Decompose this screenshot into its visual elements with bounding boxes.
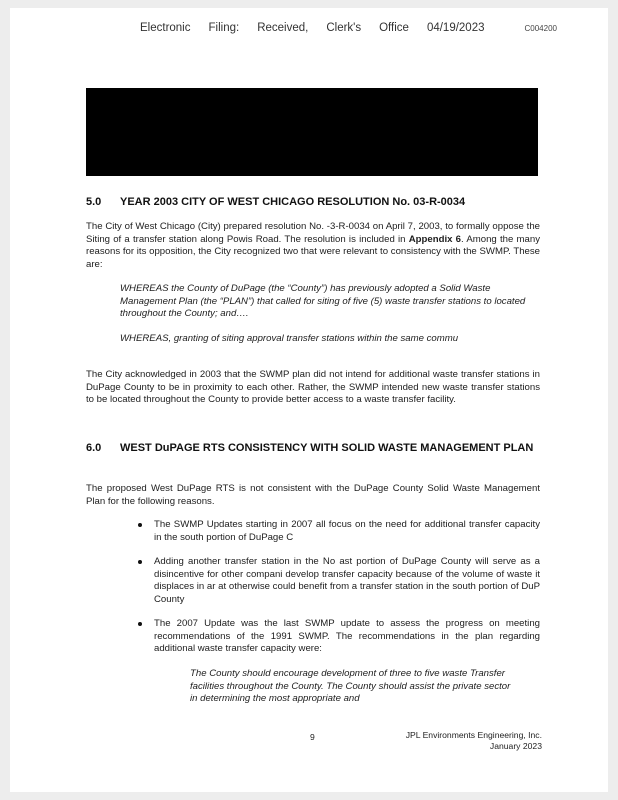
stamp-clerks: Clerk's (326, 22, 362, 34)
filing-stamp (140, 22, 588, 34)
bullet-item-2: Adding another transfer station in the No ast portion of DuPage County will serve as a disincentive for other compani develop transfer capacity because of the volume of waste it displaces in ar at otherwise could benefit from a transfer station in the south portion of DuP County (154, 556, 540, 605)
redaction-block (86, 88, 538, 176)
section-6-heading (86, 442, 546, 456)
section-6-number: 6.0 (86, 442, 102, 454)
bullet-marker (138, 622, 142, 626)
document-page (10, 8, 608, 792)
section-5-heading (86, 196, 546, 208)
para1-text-a: The City of West Chicago (City) prepared resolution No. -3-R-0034 on April 7, 2003, to formally oppose the Siting of a transfer station along Powis Road. The resolution is included in (86, 221, 540, 245)
stamp-filing: Filing: (208, 22, 240, 34)
appendix-reference: Appendix 6 (408, 233, 461, 245)
document-code: C004200 (524, 24, 557, 33)
page-number: 9 (310, 732, 315, 742)
section-6-title: WEST DuPAGE RTS CONSISTENCY WITH SOLID WASTE MANAGEMENT PLAN (120, 442, 534, 454)
section-5-paragraph-1 (86, 221, 540, 271)
whereas-quote-1: WHEREAS the County of DuPage (the “County”) has previously adopted a Solid Waste Management Plan (the “PLAN”) that called for siting of five (5) waste transfer stations to located throughout the County; and…. (120, 283, 526, 320)
section-5-number: 5.0 (86, 196, 102, 208)
bullet-marker (138, 560, 142, 564)
bullet-item-1: The SWMP Updates starting in 2007 all focus on the need for additional transfer capacity in the south portion of DuPage C (154, 519, 540, 543)
footer-company (400, 730, 542, 752)
company-name: JPL Environments Engineering, Inc. (405, 730, 542, 740)
stamp-electronic: Electronic (140, 22, 191, 34)
section-5-title: YEAR 2003 CITY OF WEST CHICAGO RESOLUTION No. 03-R-0034 (120, 196, 466, 208)
bullet-marker (138, 523, 142, 527)
bullet-item-3: The 2007 Update was the last SWMP update to assess the progress on meeting recommendations of the 1991 SWMP. The recommendations in the plan regarding additional waste transfer capacity were: (154, 618, 540, 655)
whereas-quote-2: WHEREAS, granting of siting approval transfer stations within the same commu (120, 333, 459, 344)
footer-date: January 2023 (489, 741, 542, 751)
section-5-paragraph-2: The City acknowledged in 2003 that the SWMP plan did not intend for additional waste transfer stations in DuPage County to be in proximity to each other. Rather, the SWMP intended new waste transfer stations to be located throughout the County to provide better access to a waste transfer facility. (86, 369, 540, 406)
stamp-received: Received, (257, 22, 309, 34)
section-6-intro: The proposed West DuPage RTS is not consistent with the DuPage County Solid Waste Management Plan for the following reasons. (86, 483, 540, 507)
stamp-date: 04/19/2023 (426, 22, 485, 34)
county-recommendation-quote: The County should encourage development of three to five waste Transfer facilities throughout the County. The County should assist the private sector in determining the most appropriate and (190, 668, 511, 705)
para1-text-b: . Among the many reasons for its opposition, the City recognized two that were relevant to consistency with the SWMP. These are: (86, 233, 540, 270)
stamp-office: Office (379, 22, 409, 34)
